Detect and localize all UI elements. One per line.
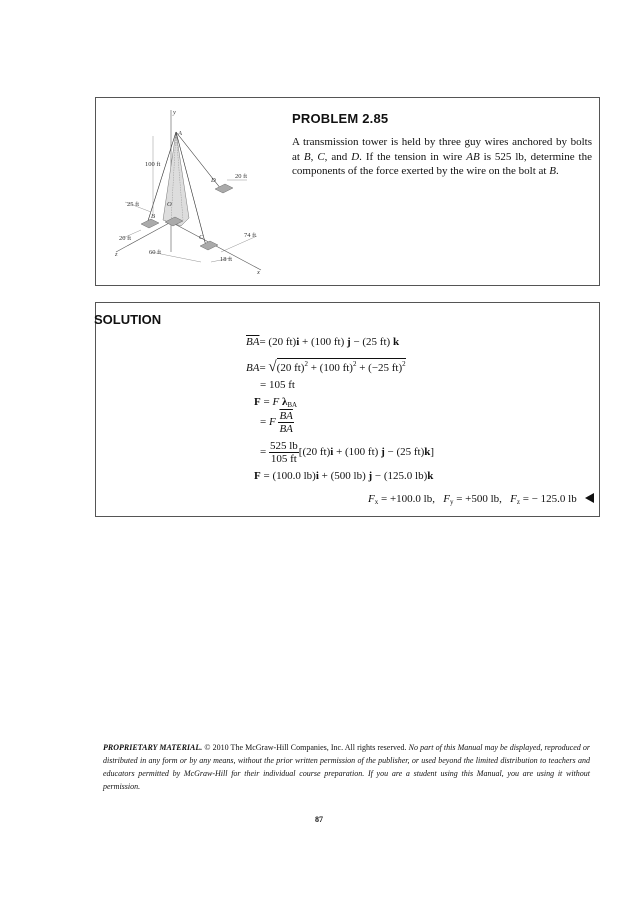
fig-label-d20b: 20 ft bbox=[119, 235, 132, 242]
fig-label-y: y bbox=[173, 109, 176, 116]
fig-label-d18: 18 ft bbox=[220, 256, 233, 263]
fig-label-C: C bbox=[199, 234, 204, 241]
fig-label-d25: 25 ft bbox=[127, 201, 140, 208]
equation-magnitude-BA: BA= √(20 ft)$^2$ + (100 ft)$^2$ + (−25 ft)$^2$ bbox=[246, 359, 406, 375]
fig-label-B: B bbox=[151, 213, 155, 220]
fig-label-height: 100 ft bbox=[145, 161, 161, 168]
problem-title: PROBLEM 2.85 bbox=[292, 111, 389, 126]
fig-label-D: D bbox=[211, 177, 216, 184]
equation-force-lambda: F = F $\lambda_{BA}$ bbox=[254, 396, 298, 409]
fig-label-O: O bbox=[167, 201, 172, 208]
answer-marker-icon bbox=[585, 493, 594, 503]
equation-force-unit: = F $\frac{\overline{BA}}{BA}$ bbox=[260, 410, 293, 435]
solution-title: SOLUTION bbox=[94, 312, 162, 327]
solution-box bbox=[95, 302, 600, 517]
fig-label-A: A bbox=[178, 130, 182, 137]
transmission-tower-figure bbox=[111, 102, 281, 278]
equation-vector-BA: $\overline{BA}= (20$ ft)i + (100 ft) j − (25 ft) k bbox=[246, 336, 400, 348]
final-answer: $F_x = +100.0$ lb, $F_y = +500$ lb, $F_z$ = − 125.0 lb bbox=[368, 493, 594, 506]
equation-force-result: F = (100.0 lb)i + (500 lb) j − (125.0 lb)k bbox=[254, 470, 434, 482]
fig-label-z: z bbox=[115, 251, 118, 258]
equation-magnitude-result: = 105 ft bbox=[260, 379, 295, 391]
fig-label-d74: 74 ft bbox=[244, 232, 257, 239]
problem-statement: A transmission tower is held by three guy wires anchored by bolts at B, C, and D. If the tension in wire AB is 525 lb, determine the components of the force exerted by the wire on the bolt at B. bbox=[292, 136, 592, 177]
fig-label-d20: 20 ft bbox=[235, 173, 248, 180]
page-number: 87 bbox=[315, 815, 323, 824]
fig-label-d60: 60 ft bbox=[149, 249, 162, 256]
copyright-footer: PROPRIETARY MATERIAL. © 2010 The McGraw-Hill Companies, Inc. All rights reserved. No part of this Manual may be displayed, reproduced or distributed in any form or by any means, without the prior written permission of the publisher, or used beyond the limited distribution to teachers and educators permitted by McGraw-Hill for their individual course preparation. If you are a student using this Manual, you are using it without permission. bbox=[103, 743, 591, 791]
equation-force-substituted: = $\frac{525 lb}{105 ft}$ [(20 ft)i + (100 ft) j − (25 ft)k] bbox=[260, 440, 435, 465]
fig-label-x: x bbox=[257, 269, 260, 276]
problem-box bbox=[95, 97, 600, 286]
